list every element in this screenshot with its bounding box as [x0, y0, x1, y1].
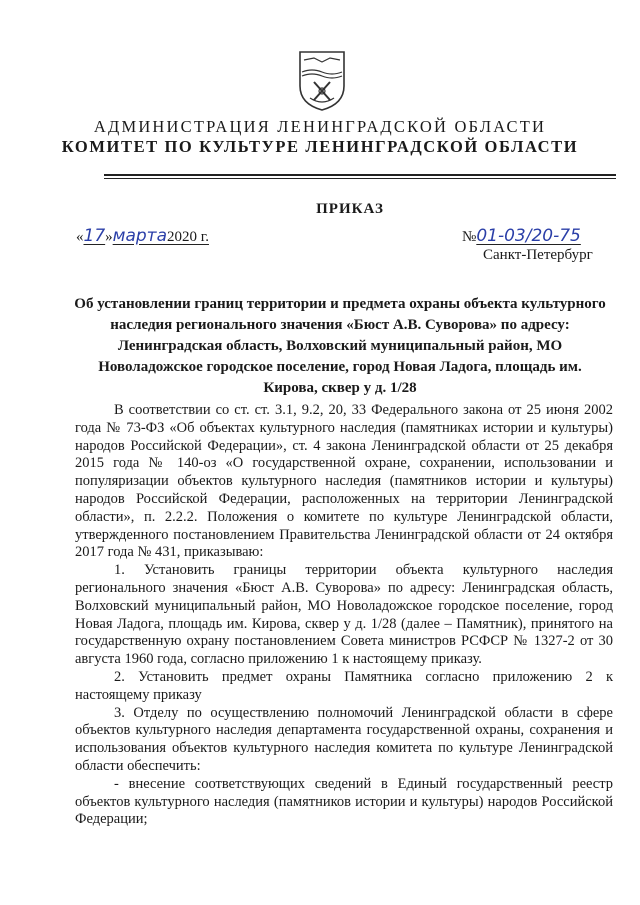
order-subject: Об установлении границ территории и предмета охраны объекта культурного наследия регионального значения «Бюст А.В. Суворова» по адресу: Ленинградская область, Волховский муниципальный район, МО Новоладожское городское поселение, город Новая Ладога, площадь им. Кирова, сквер у д. 1/28: [74, 296, 606, 396]
document-number: [462, 226, 581, 246]
header-divider-thin: [104, 178, 616, 179]
city-name: Санкт-Петербург: [483, 247, 593, 263]
order-body: [75, 402, 613, 829]
org-name-line2: КОМИТЕТ ПО КУЛЬТУРЕ ЛЕНИНГРАДСКОЙ ОБЛАСТИ: [61, 137, 579, 156]
date-month-handwritten: марта: [112, 226, 167, 246]
date-line: [76, 226, 209, 246]
number-prefix: №: [462, 229, 477, 245]
preamble-paragraph: В соответствии со ст. ст. 3.1, 9.2, 20, 33 Федерального закона от 25 июня 2002 года № 73-ФЗ «Об объектах культурного наследия (памятниках истории и культуры) народов Российской Федерации», ст. 4 закона Ленинградской области от 25 декабря 2015 года № 140-оз «О государственной охране, сохранении, использовании и популяризации объектов культурного наследия (памятников истории и культуры) народов Российской Федерации, расположенных на территории Ленинградской области», п. 2.2.2. Положения о комитете по культуре Ленинградской области, утвержденного постановлением Правительства Ленинградской области от 24 октября 2017 года № 431, приказываю:: [75, 402, 613, 561]
document-title: ПРИКАЗ: [316, 201, 384, 217]
number-handwritten: 01-03/20-75: [476, 226, 581, 246]
date-open-quote: «: [76, 229, 84, 245]
date-year: 2020 г.: [167, 229, 209, 245]
clause-3-item-paragraph: - внесение соответствующих сведений в Единый государственный реестр объектов культурного наследия (памятников истории и культуры) народов Российской Федерации;: [75, 775, 613, 828]
date-day-handwritten: 17: [83, 226, 106, 246]
header-divider-thick: [104, 174, 616, 176]
clause-1-paragraph: 1. Установить границы территории объекта культурного наследия регионального значения «Бюст А.В. Суворова» по адресу: Ленинградская область, Волховский муниципальный район, МО Новоладожское городское поселение, город Новая Ладога, площадь им. Кирова, сквер у д. 1/28 (далее – Памятник), принятого на государственную охрану постановлением Совета министров РСФСР № 1327-2 от 30 августа 1960 года, согласно приложению 1 к настоящему приказу.: [75, 562, 613, 668]
org-name-line1: АДМИНИСТРАЦИЯ ЛЕНИНГРАДСКОЙ ОБЛАСТИ: [93, 117, 547, 136]
coat-of-arms-icon: [296, 48, 348, 112]
clause-2-paragraph: 2. Установить предмет охраны Памятника согласно приложению 2 к настоящему приказу: [75, 668, 613, 703]
date-close-quote: »: [105, 229, 113, 245]
clause-3-paragraph: 3. Отделу по осуществлению полномочий Ленинградской области в сфере объектов культурного наследия департамента государственной охраны, сохранения и использования объектов культурного наследия комитета по культуре Ленинградской области обеспечить:: [75, 704, 613, 774]
